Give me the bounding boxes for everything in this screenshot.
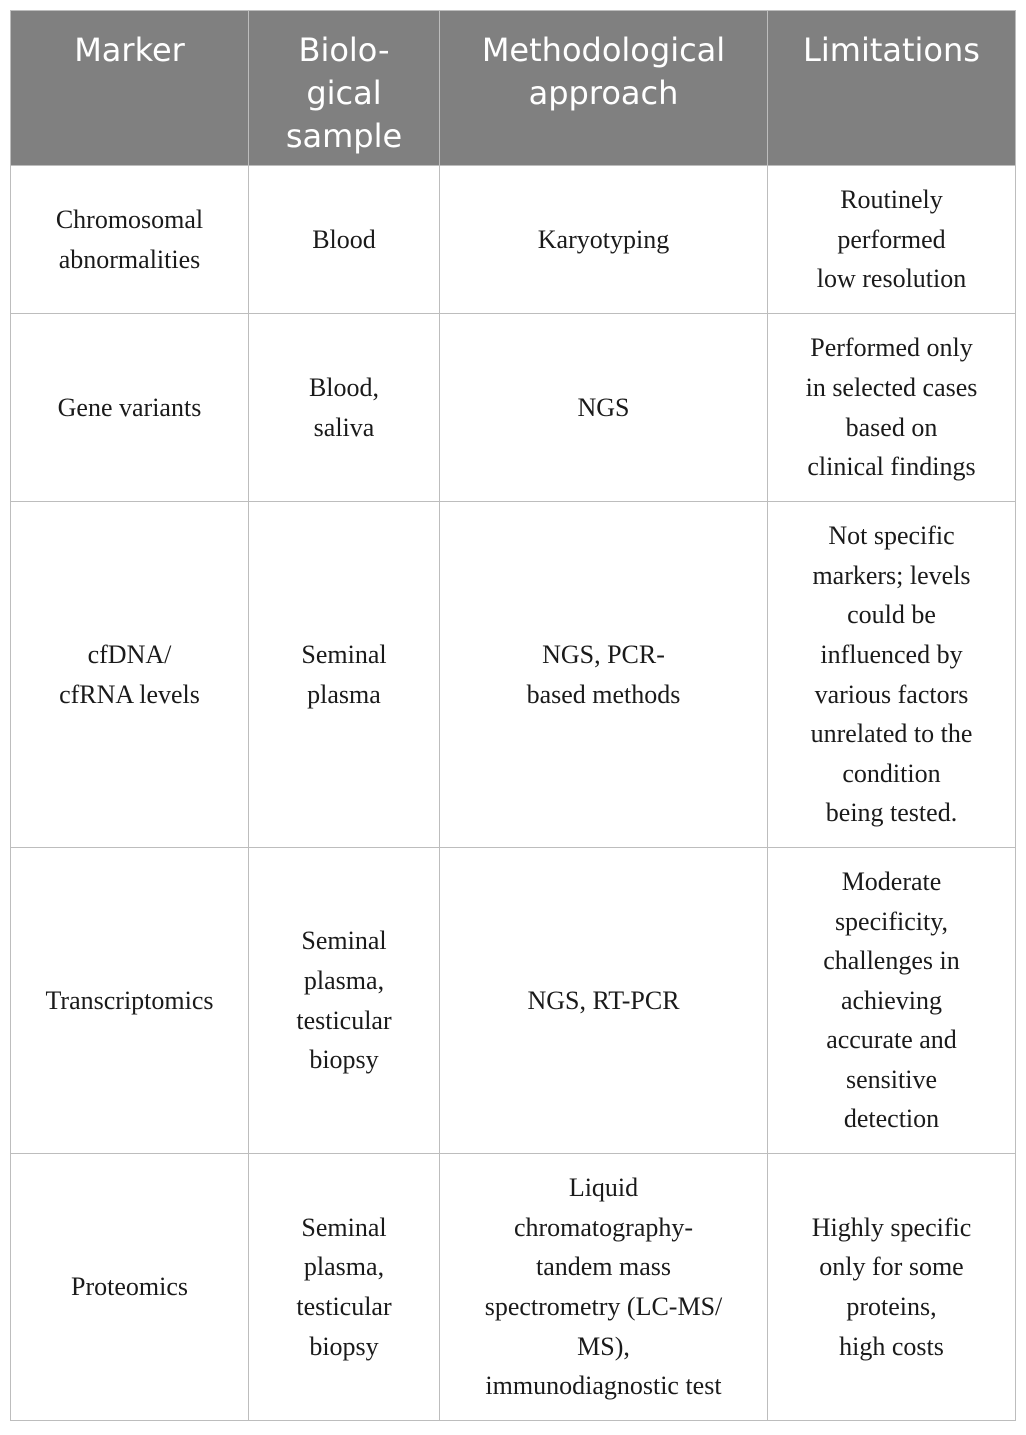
cell-limitations: Moderate specificity, challenges in achieving accurate and sensitive detection — [768, 848, 1016, 1154]
table-row — [11, 166, 1016, 314]
cell-sample: Seminal plasma, testicular biopsy — [249, 848, 440, 1154]
cell-method: Liquid chromatography- tandem mass spectrometry (LC-MS/ MS), immunodiagnostic test — [440, 1154, 768, 1421]
cell-method: Karyotyping — [440, 166, 768, 314]
table-row — [11, 314, 1016, 502]
header-methodological-approach: Methodological approach — [440, 11, 768, 166]
cell-marker: Transcriptomics — [11, 848, 249, 1154]
cell-limitations: Not specific markers; levels could be influenced by various factors unrelated to the condition being tested. — [768, 502, 1016, 848]
table-header — [11, 11, 1016, 166]
header-limitations: Limitations — [768, 11, 1016, 166]
cell-marker: Gene variants — [11, 314, 249, 502]
table-row — [11, 848, 1016, 1154]
cell-sample: Blood, saliva — [249, 314, 440, 502]
cell-method: NGS — [440, 314, 768, 502]
cell-sample: Blood — [249, 166, 440, 314]
cell-marker: Proteomics — [11, 1154, 249, 1421]
table-body — [11, 166, 1016, 1421]
cell-limitations: Highly specific only for some proteins, high costs — [768, 1154, 1016, 1421]
table-row — [11, 502, 1016, 848]
biomarker-table-container — [10, 10, 1015, 1421]
cell-marker: Chromosomal abnormalities — [11, 166, 249, 314]
cell-sample: Seminal plasma, testicular biopsy — [249, 1154, 440, 1421]
table-row — [11, 1154, 1016, 1421]
cell-marker: cfDNA/ cfRNA levels — [11, 502, 249, 848]
cell-method: NGS, PCR- based methods — [440, 502, 768, 848]
header-marker: Marker — [11, 11, 249, 166]
cell-sample: Seminal plasma — [249, 502, 440, 848]
cell-limitations: Performed only in selected cases based on clinical findings — [768, 314, 1016, 502]
cell-method: NGS, RT-PCR — [440, 848, 768, 1154]
cell-limitations: Routinely performed low resolution — [768, 166, 1016, 314]
header-row — [11, 11, 1016, 166]
header-biological-sample: Biolo- gical sample — [249, 11, 440, 166]
biomarker-table — [10, 10, 1016, 1421]
